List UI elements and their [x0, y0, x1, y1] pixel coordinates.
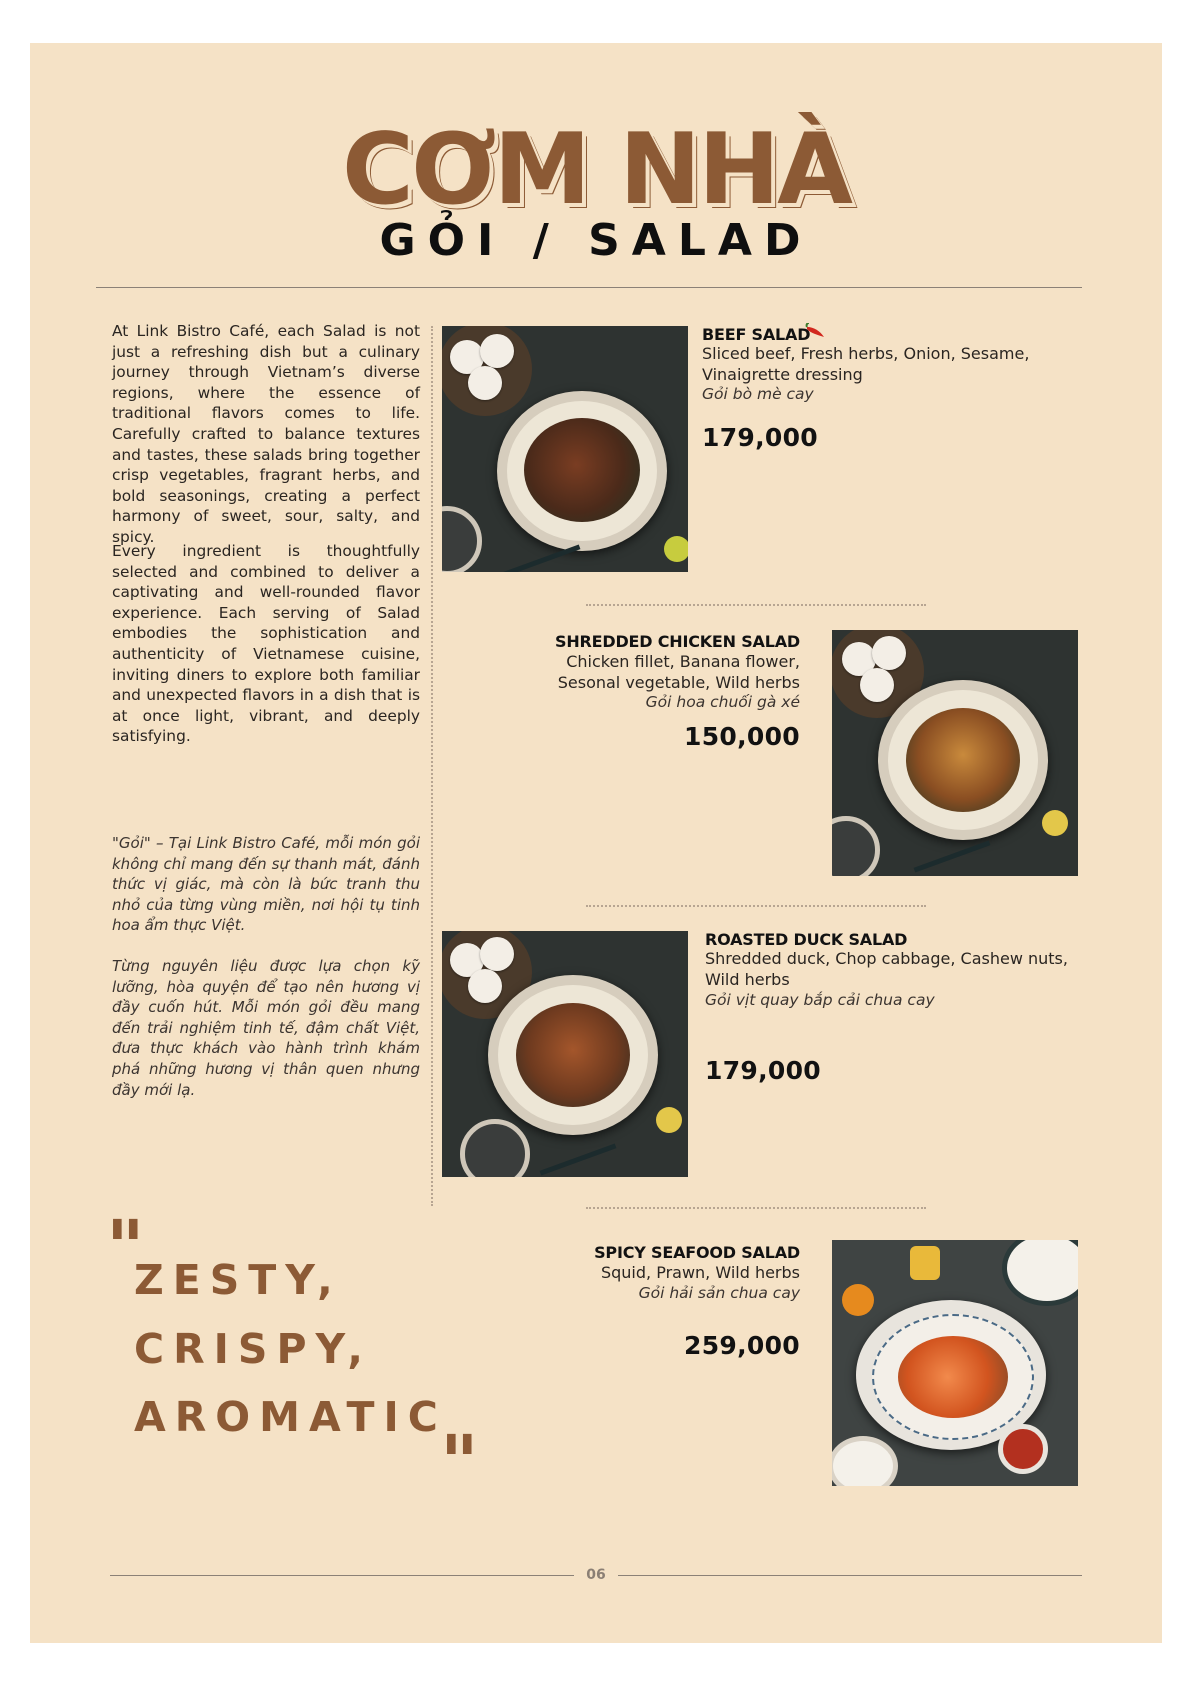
chili-icon [804, 323, 826, 339]
intro-vi-paragraph-1: "Gỏi" – Tại Link Bistro Café, mỗi món gỏi không chỉ mang đến sự thanh mát, đánh thức vị giác, mà còn là bức tranh thu nhỏ của từng vùng miền, nơi hội tụ tinh hoa ẩm thực Việt. [112, 834, 420, 935]
intro-en-paragraph-2: Every ingredient is thoughtfully selected and combined to deliver a captivating and well-rounded flavor experience. Each serving of Salad embodies the sophistication and authenticity of Vietnamese cuisine, inviting diners to explore both familiar and unexpected flavors in a dish that is at once light, vibrant, and deeply satisfying. [112, 542, 420, 746]
brand-title: CƠM NHÀ [341, 113, 851, 227]
quote-line-3: AROMATIC [134, 1393, 447, 1441]
column-divider [431, 326, 433, 1206]
chicken-salad-price: 150,000 [684, 722, 800, 751]
quote-line-2: CRISPY, [134, 1325, 372, 1373]
chicken-salad-desc-2: Sesonal vegetable, Wild herbs [557, 673, 800, 692]
beef-salad-price: 179,000 [702, 423, 818, 452]
duck-salad-desc-2: Wild herbs [705, 970, 790, 989]
beef-salad-name: BEEF SALAD [702, 325, 811, 344]
duck-salad-vi-name: Gỏi vịt quay bắp cải chua cay [705, 991, 935, 1009]
chicken-salad-vi-name: Gỏi hoa chuối gà xé [645, 693, 800, 711]
page-number: 06 [586, 1567, 606, 1583]
duck-salad-photo [442, 931, 688, 1177]
quote-line-1: ZESTY, [134, 1256, 342, 1304]
seafood-salad-desc-1: Squid, Prawn, Wild herbs [600, 1263, 800, 1282]
duck-salad-name: ROASTED DUCK SALAD [705, 930, 908, 949]
dish-divider [586, 604, 926, 606]
beef-salad-desc-1: Sliced beef, Fresh herbs, Onion, Sesame, [702, 344, 1030, 363]
quote-close-mark: " [440, 1420, 471, 1506]
beef-salad-vi-name: Gỏi bò mè cay [702, 385, 814, 403]
seafood-salad-vi-name: Gỏi hải sản chua cay [638, 1284, 800, 1302]
header-divider [96, 287, 1082, 288]
quote-open-mark: " [106, 1205, 137, 1291]
seafood-salad-price: 259,000 [684, 1331, 800, 1360]
menu-page [30, 43, 1162, 1643]
beef-salad-desc-2: Vinaigrette dressing [702, 365, 863, 384]
seafood-salad-photo [832, 1240, 1078, 1486]
footer-rule-right [618, 1575, 1082, 1576]
chicken-salad-name: SHREDDED CHICKEN SALAD [555, 632, 800, 651]
duck-salad-desc-1: Shredded duck, Chop cabbage, Cashew nuts, [705, 949, 1068, 968]
dish-divider [586, 1207, 926, 1209]
seafood-salad-name: SPICY SEAFOOD SALAD [594, 1243, 800, 1262]
intro-en-paragraph-1: At Link Bistro Café, each Salad is not just a refreshing dish but a culinary journey through Vietnam’s diverse regions, where the essence of traditional flavors comes to life. Carefully crafted to balance textures and tastes, these salads bring together crisp vegetables, fragrant herbs, and bold seasonings, creating a perfect harmony of sweet, sour, salty, and spicy. [112, 322, 420, 546]
chicken-salad-photo [832, 630, 1078, 876]
section-title: GỎI / SALAD [379, 215, 813, 266]
intro-vi-paragraph-2: Từng nguyên liệu được lựa chọn kỹ lưỡng, hòa quyện để tạo nên hương vị đầy cuốn hút. Mỗi món gỏi đều mang đến trải nghiệm tinh tế, đậm chất Việt, đưa thực khách vào hành trình khám phá những hương vị thân quen nhưng đầy mới lạ. [112, 957, 420, 1099]
duck-salad-price: 179,000 [705, 1056, 821, 1085]
chicken-salad-desc-1: Chicken fillet, Banana flower, [566, 652, 800, 671]
beef-salad-photo [442, 326, 688, 572]
dish-divider [586, 905, 926, 907]
footer-rule-left [110, 1575, 574, 1576]
